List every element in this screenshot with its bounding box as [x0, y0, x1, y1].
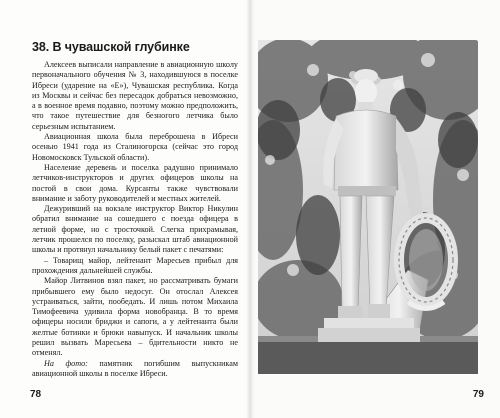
book-gutter — [246, 0, 254, 418]
page-number-left: 78 — [30, 389, 42, 400]
paragraph-4: Дежуривший на вокзале инструктор Виктор Никулин обратил внимание на сошедшего с поезда офицера в летной форме, но с тросточкой. Слегка прихрамывая, летчик прошелся по поселку, разыскал штаб авиационной школы и протянул начальнику белый пакет с печатями: — [32, 204, 238, 255]
paragraph-5: – Товарищ майор, лейтенант Маресьев прибыл для прохождения дальнейшей службы. — [32, 255, 238, 275]
page-number-right: 79 — [472, 389, 484, 400]
paragraph-6: Майор Литвинов взял пакет, но рассматривать бумаги прибывшего ему было недосуг. Он отослал Алексея устраиваться, зайти, пообедать. И лишь потом Михаила Тимофеевича удивила форма новобранца. В то время офицеры носили бриджи и сапоги, а у лейтенанта были желтые ботинки и брюки навыпуск. И начальник школы решил вызвать Маресьева – бдительности никто не отменял. — [32, 276, 238, 358]
caption-text: памятник погибшим выпускникам авиационной школы в поселке Ибреси. — [32, 358, 238, 378]
monument-photo — [258, 40, 478, 374]
paragraph-2: Авиационная школа была переброшена в Ибреси осенью 1941 года из Сталиногорска (сейчас это город Новомосковск Тульской области). — [32, 132, 238, 162]
paragraph-3: Население деревень и поселка радушно принимало летчиков-инструкторов и других офицеров школы на постой в свои дома. Курсанты также чувствовали внимание и заботу руководителей и местных жителей. — [32, 162, 238, 203]
chapter-title: 38. В чувашской глубинке — [32, 40, 190, 54]
monument-statue-image — [258, 40, 478, 374]
caption-label: На фото: — [44, 358, 88, 368]
paragraph-1: Алексеев выписали направление в авиационную школу первоначального обучения № 3, находившуюся в поселке Ибреси (ударение на «Е»), Чувашская республика. Когда из Москвы и сейчас без пересадок добраться невозможно, а в военное время подавно, поэтому можно предположить, что такое путешествие для безногого летчика было серьезным испытанием. — [32, 60, 238, 131]
chapter-body — [32, 60, 238, 379]
photo-caption — [32, 359, 238, 380]
